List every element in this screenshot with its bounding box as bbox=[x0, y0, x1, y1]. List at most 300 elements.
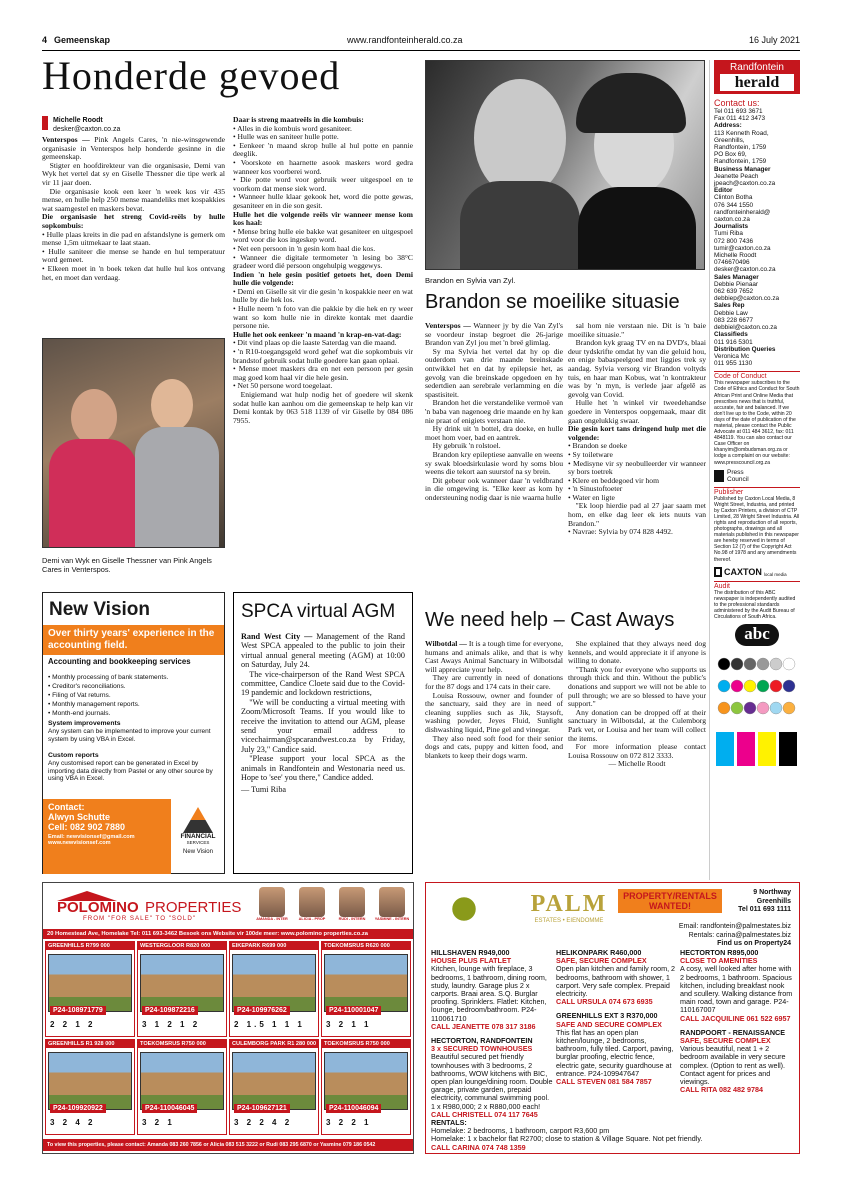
contact-line: Sales Rep bbox=[714, 302, 745, 310]
polomino-footer[interactable]: To view this properties, please contact: Amanda 083 260 7856 or Alicia 083 515 3222 or Rudi 083 295 6870 or Yasmine 079 186 0542 bbox=[43, 1139, 413, 1151]
caxton-sub: local media bbox=[763, 571, 787, 577]
agent-name: AMANDA - INTER bbox=[256, 917, 288, 921]
polomino-listing[interactable] bbox=[229, 1039, 319, 1135]
listing-title: CULEMBORG PARK R1 280 000 bbox=[232, 1041, 317, 1047]
agent bbox=[333, 887, 371, 921]
contact-line[interactable]: debbiel@caxton.co.za bbox=[714, 324, 777, 332]
palm-listing-title: HECTORTON R895,000 bbox=[680, 948, 759, 957]
agent-photo bbox=[259, 887, 285, 917]
paragraph: Louisa Rossouw, owner and founder of the sanctuary, said they are in need of cleaning supplies such as Jik, Staysoft, washing powder, Jeyes Fluid, Sunlight dishwashing liquid, Pine gel and vinegar. bbox=[425, 690, 563, 734]
nv-web[interactable]: www.newvisionsef.com bbox=[48, 840, 111, 846]
nv-logo-name: New Vision bbox=[183, 849, 213, 855]
paragraph: The vice-chairperson of the Rand West SPCA committee, Candice Cloete said due to the Covid-19 pandemic and lockdown restrictions, bbox=[241, 669, 405, 698]
palm-property24[interactable]: Find us on Property24 bbox=[717, 940, 791, 948]
listing-ref: P24-109920922 bbox=[50, 1104, 106, 1113]
colour-swatch bbox=[757, 658, 769, 670]
contact-line[interactable]: 076 344 1550 bbox=[714, 201, 754, 209]
contact-line[interactable]: tumir@caxton.co.za bbox=[714, 244, 771, 252]
palm-listing-call[interactable]: CALL JACQUILINE 061 522 6957 bbox=[680, 1013, 791, 1023]
colour-swatch bbox=[770, 658, 782, 670]
listing-stats: 3 2 1 bbox=[142, 1118, 175, 1127]
contact-line[interactable]: jpeach@caxton.co.za bbox=[714, 180, 776, 188]
listing-photo bbox=[140, 954, 224, 1012]
paragraph: • Sy toiletware bbox=[568, 449, 613, 459]
conduct-title: Code of Conduct bbox=[714, 371, 800, 380]
palm-listing-sub: SAFE AND SECURE COMPLEX bbox=[556, 1019, 662, 1029]
palm-listing-sub: SAFE, SECURE COMPLEX bbox=[556, 956, 647, 966]
paragraph: Daar is streng maatreëls in die kombuis: bbox=[233, 115, 364, 124]
colour-swatch bbox=[783, 658, 795, 670]
palm-rentals-lines bbox=[431, 1127, 796, 1143]
contact-line: Journalists bbox=[714, 223, 749, 231]
palm-rentals bbox=[431, 1119, 796, 1152]
colour-swatch bbox=[757, 680, 769, 692]
paragraph: • 'n R10-toegangsgeld word gehef wat die sopkombuis vir brandstof gebruik sodat hulle goedere kan gaan oplaai. bbox=[233, 347, 413, 365]
article1-col2 bbox=[233, 116, 413, 425]
paragraph: Brandon kry epileptiese aanvalle en weens sy swak bloedsirkulasie word hy soms blou weens die tekort aan suurstof na sy brein. bbox=[425, 449, 563, 477]
agent-photo bbox=[299, 887, 325, 917]
article1-col1 bbox=[42, 136, 225, 282]
palm-listing[interactable] bbox=[556, 1012, 678, 1086]
contact-line: PO Box 69, bbox=[714, 151, 747, 159]
agent-name: YASMINE - INTERN bbox=[374, 917, 410, 921]
paragraph: • Mense moet maskers dra en net een persoon per gesin mag goed kom haal vir die hele gesin. bbox=[233, 364, 413, 382]
photo-caption-2: Brandon en Sylvia van Zyl. bbox=[425, 276, 516, 285]
listing-title: GREENHILLS R1 928 000 bbox=[46, 1040, 134, 1048]
palm-tree-icon bbox=[434, 893, 494, 933]
nv-cell[interactable]: Cell: 082 902 7880 bbox=[48, 822, 126, 832]
polomino-brand2: PROPERTIES bbox=[145, 899, 242, 916]
agent bbox=[373, 887, 411, 921]
listing-photo bbox=[324, 954, 408, 1012]
colour-swatch bbox=[783, 680, 795, 692]
contact-line: Distribution Queries bbox=[714, 345, 776, 353]
paragraph: Hy drink uit 'n bottel, dra doeke, en hulle moet hom voer, bad en aantrek. bbox=[425, 424, 563, 442]
palm-listing-call[interactable]: CALL RITA 082 482 9784 bbox=[680, 1085, 763, 1095]
polomino-listing[interactable] bbox=[321, 1039, 411, 1135]
listing-title: TOEKOMSRUS R620 000 bbox=[322, 942, 410, 950]
nv-contact-h: Contact: bbox=[48, 802, 85, 812]
contact-line[interactable]: 011 955 1130 bbox=[714, 360, 753, 368]
paragraph: Hulle het die volgende reëls vir wanneer mense kom kos haal: bbox=[233, 209, 413, 228]
nv-banner: Over thirty years' experience in the accounting field. bbox=[43, 625, 224, 655]
contact-title: Contact us: bbox=[714, 98, 760, 108]
headline-brandon: Brandon se moeilike situasie bbox=[425, 291, 680, 313]
paragraph: • Mense bring hulle eie bakke wat gesaniteer en uitgespoel word voor die kos ingeskep word. bbox=[233, 226, 413, 245]
contact-line[interactable]: randfonteinherald@ bbox=[714, 208, 771, 216]
nv-name: Alwyn Schutte bbox=[48, 812, 111, 822]
polomino-listing[interactable] bbox=[45, 1039, 135, 1135]
paragraph: • Dit vind plaas op die laaste Saterdag van die maand. bbox=[233, 338, 397, 348]
colour-swatch bbox=[744, 680, 756, 692]
listing-ref: P24-110001047 bbox=[326, 1006, 381, 1015]
palm-listing[interactable] bbox=[680, 1029, 796, 1095]
palm-listing[interactable] bbox=[431, 949, 553, 1031]
nv-bullets bbox=[48, 673, 168, 718]
paragraph: Brandon kyk graag TV en na DVD's, blaai deur tydskrifte omdat hy van die geluid hou, en enige babaspeelgoed met liggies trek sy aandag. Sylvia versorg vir Brandon voltyds tuis, en haar man Kobus, wat 'n kontrakteur was by 'n myn, is verlede jaar afgelê as gevolg van Covid. bbox=[568, 338, 706, 399]
palm-col2 bbox=[556, 949, 678, 1092]
nv-logo-text: FINANCIAL bbox=[180, 833, 216, 840]
paragraph: • Hulle neem 'n foto van die pakkie by die hek en ry weer want so kom hulle nie in direkte kontak met daardie persone nie. bbox=[233, 304, 413, 331]
paragraph: Hy gebruik 'n rolstoel. bbox=[425, 441, 501, 451]
palm-listing[interactable] bbox=[556, 949, 678, 1006]
conduct-text: This newspaper subscribes to the Code of Ethics and Conduct for South African Print and Online Media that prescribes news that is truthful, accurate, fair and balanced. If we don't live up to the Code, within 20 days of the date of publication of the material, please contact the Public Advocate at 011 484 3612, fax: 011 4848119. You can also contact our Case Officer on khanyim@ombudsman.org.za or lodge a complaint on our website: www.presscouncil.org.za bbox=[714, 380, 800, 466]
palm-listing-body: Kitchen, lounge with fireplace, 3 bedrooms, 1 bathroom, dining room, study, laundry. Garage plus 2 x carports. Braai area. S.Q. Burglar proofing. Sprinklers. Flatlet: Kitchen, lounge, bedroom/bathroom. P24-110061710 bbox=[431, 964, 547, 1023]
colour-swatch bbox=[744, 702, 756, 714]
listing-stats: 3 2 1 1 bbox=[326, 1020, 372, 1029]
photo-brandon-sylvia bbox=[425, 60, 705, 270]
article4-col1 bbox=[425, 640, 563, 760]
paragraph: Die organisasie kook een keer 'n week kos vir 435 mense, en hulle help 250 mense maandeliks met kospakkies wat saamgestel en maskers bevat. bbox=[42, 186, 225, 213]
palm-listing-body: Beautiful secured pet friendly townhouses with 3 bedrooms, 2 bathrooms, WOW kitchens with BIC, open plan lounge/dining room. Double garage, private garden, prepaid electricity, communal swimming pool. 1 x R980,000; 2 x R880,000 each! bbox=[431, 1052, 553, 1111]
palm-rentals-title: RENTALS: bbox=[431, 1118, 467, 1127]
paragraph: They are currently in need of donations for the 87 dogs and 174 cats in their care. bbox=[425, 673, 563, 691]
nv-cust: Any customised report can be generated in Excel by importing data directly from Pastel or any other source by using VBA in Excel. bbox=[48, 760, 213, 783]
polomino-listing[interactable] bbox=[45, 941, 135, 1037]
byline bbox=[42, 116, 120, 134]
paragraph: • Wanneer die digitale termometer 'n lesing bo 38°C gradeer word dié persoon ongehulpig weggewys. bbox=[233, 252, 413, 271]
agent-photo bbox=[339, 887, 365, 917]
contact-line: Debbie Law bbox=[714, 309, 748, 317]
page-header bbox=[42, 35, 800, 49]
polomino-brand: POLOMINO bbox=[57, 899, 139, 916]
paragraph: Sy ma Sylvia het vertel dat hy op die ouderdom van drie maande breinskade ontwikkel het en dat hy epilepsie het, as gevolg van die breinskade opgedoen en hy sedertdien aan serebrale verlamming en die spastisiteit. bbox=[425, 346, 563, 399]
polomino-listing[interactable] bbox=[137, 941, 227, 1037]
contact-line: caxton.co.za bbox=[714, 216, 750, 224]
palm-listing[interactable] bbox=[680, 949, 796, 1023]
paragraph: • Net een persoon in 'n gesin kom haal die kos. bbox=[233, 243, 376, 253]
masthead bbox=[714, 60, 800, 94]
nv-bullet: • Month-end journals. bbox=[48, 710, 111, 717]
agent bbox=[253, 887, 291, 921]
palm-listing-title: HELIKONPARK R460,000 bbox=[556, 948, 642, 957]
paragraph: For more information please contact Louisa Rossouw on 072 812 3333. bbox=[568, 742, 706, 760]
palm-listing-sub: SAFE, SECURE COMPLEX bbox=[680, 1036, 771, 1046]
paragraph: Rand West City — Management of the Rand West SPCA appealed to the public to join their virtual annual general meeting (AGM) at 10:00 on Saturday, July 24. bbox=[241, 632, 405, 670]
paragraph: Hulle het 'n winkel vir tweedehandse goedere in Venterspos oopgemaak, maar dit gaan ongelukkig swaar. bbox=[568, 398, 706, 425]
listing-ref: P24-109627121 bbox=[234, 1104, 290, 1113]
contact-line[interactable]: 0746670496 bbox=[714, 259, 750, 267]
paragraph: "Thank you for everyone who supports us through thick and thin. Without the public's donations and support we will not be able to pull through; we are so blessed to have your support." bbox=[568, 664, 706, 709]
headline-cast-aways: We need help – Cast Aways bbox=[425, 609, 675, 631]
paragraph: "Please support your local SPCA as the animals in Randfontein and Westonaria need us. Hope to 'see' you there," Candice added. bbox=[241, 754, 405, 783]
castaways-signature: — Michelle Roodt bbox=[608, 759, 666, 769]
colour-swatch bbox=[744, 658, 756, 670]
paragraph: • Elkeen moet in 'n boek teken dat hulle hul kos ontvang het, en moet dan verdaag. bbox=[42, 263, 225, 282]
paragraph: • Medisyne vir sy neobulleerder vir wanneer sy bors toetrek bbox=[568, 458, 706, 477]
nv-sys-h: System improvements bbox=[48, 720, 121, 727]
contact-line: Editor bbox=[714, 187, 733, 195]
palm-address: 9 Northway Greenhills bbox=[753, 889, 791, 905]
polomino-listings bbox=[45, 941, 413, 1137]
palm-brand: PALM bbox=[530, 891, 608, 917]
listing-photo bbox=[48, 1052, 132, 1110]
issue-date: 16 July 2021 bbox=[748, 35, 800, 45]
contact-line[interactable]: 011 916 5301 bbox=[714, 338, 753, 346]
paragraph: • Klere en beddegoed vir hom bbox=[568, 475, 660, 485]
paragraph: Enigiemand wat hulp nodig het of goedere wil skenk sodat hulle kan aanhou om die gemeenskap te help kan vir Demi kontak by 063 518 1139 of vir Giselle by 084 086 7955. bbox=[233, 390, 413, 425]
ad-palm[interactable] bbox=[425, 882, 800, 1154]
article2-col2 bbox=[568, 322, 706, 537]
paragraph: • Alles in die kombuis word gesaniteer. bbox=[233, 123, 352, 133]
listing-title: TOEKOMSRUS R750 000 bbox=[322, 1040, 410, 1048]
colour-bar bbox=[779, 732, 797, 766]
contact-line: Sales Manager bbox=[714, 273, 759, 281]
audit-title: Audit bbox=[714, 581, 800, 590]
paragraph: • Hulle saniteer die mense se hande en hul temperatuur word gemeet. bbox=[42, 246, 225, 265]
spca-signature: — Tumi Riba bbox=[241, 784, 287, 794]
agent-name: RUDI - INTERN bbox=[338, 917, 366, 921]
colour-swatch bbox=[718, 702, 730, 714]
listing-photo bbox=[324, 1052, 408, 1110]
contact-line: Greenhills, bbox=[714, 136, 745, 144]
paragraph: Stigter en hoofdirekteur van die organisasie, Demi van Wyk het vertel dat sy en Giselle Thessner die tipe werk al vir 11 jaar doen. bbox=[42, 160, 225, 187]
colour-bar bbox=[758, 732, 776, 766]
polomino-listing[interactable] bbox=[321, 941, 411, 1037]
listing-ref: P24-108971779 bbox=[50, 1006, 106, 1015]
publisher-title: Publisher bbox=[714, 487, 800, 496]
palm-listing-call[interactable]: CALL CHRISTELL 074 117 7645 bbox=[431, 1109, 538, 1119]
colour-swatch bbox=[770, 702, 782, 714]
nv-bullet: • Monthly management reports. bbox=[48, 701, 140, 708]
contact-line[interactable]: 113 Kenneth Road, bbox=[714, 129, 769, 137]
palm-listing-sub: 3 x SECURED TOWNHOUSES bbox=[431, 1044, 533, 1054]
palm-rentals-email[interactable]: Rentals: carina@palmestates.biz bbox=[688, 931, 791, 939]
palm-listing-call[interactable]: CALL STEVEN 081 584 7857 bbox=[556, 1077, 652, 1087]
polomino-listing[interactable] bbox=[137, 1039, 227, 1135]
listing-photo bbox=[232, 954, 316, 1012]
agent-photo bbox=[379, 887, 405, 917]
colour-swatch bbox=[718, 680, 730, 692]
contact-line: Clinton Botha bbox=[714, 194, 753, 202]
listing-stats: 2 1.5 1 1 1 bbox=[234, 1020, 305, 1029]
ad-polomino[interactable] bbox=[42, 882, 414, 1154]
palm-email[interactable]: Email: randfontein@palmestates.biz bbox=[678, 923, 791, 930]
paragraph: • 'n Sinustoftoeter bbox=[568, 484, 623, 494]
nv-bullet: • Filing of Vat returns. bbox=[48, 692, 111, 699]
page-number: 4 bbox=[42, 35, 48, 45]
listing-photo bbox=[140, 1052, 224, 1110]
colour-swatch bbox=[731, 702, 743, 714]
nv-logo bbox=[175, 807, 221, 855]
palm-emails bbox=[679, 923, 791, 949]
palm-listing-title: RANDPOORT - RENAISSANCE bbox=[680, 1027, 786, 1037]
listing-ref: P24-109872216 bbox=[142, 1006, 198, 1015]
paragraph: Wilbotdal — It is a tough time for everyone, humans and animals alike, and that is why Cast Aways Animal Sanctuary in Wilbotsdal will appreciate your help. bbox=[425, 639, 563, 674]
sidebar bbox=[714, 60, 800, 880]
contact-line: Classifieds bbox=[714, 331, 748, 339]
listing-photo bbox=[48, 954, 132, 1012]
colour-swatch bbox=[718, 658, 730, 670]
paragraph: • Hulle plaas kreits in die pad en afstandslyne is gemerk om mense 1,5m uitmekaar te laat staan. bbox=[42, 229, 225, 248]
listing-ref: P24-110046094 bbox=[326, 1104, 381, 1113]
headline-honderde: Honderde gevoed bbox=[42, 53, 341, 98]
caxton-name: CAXTON bbox=[724, 566, 762, 577]
palm-rentals-call[interactable]: CALL CARINA 074 748 1359 bbox=[431, 1142, 526, 1152]
listing-stats: 3 2 2 4 2 bbox=[234, 1118, 293, 1127]
listing-stats: 3 2 4 2 bbox=[50, 1118, 96, 1127]
colour-bar bbox=[737, 732, 755, 766]
nv-sub: Accounting and bookkeeping services bbox=[48, 657, 191, 666]
paragraph: • Wanneer hulle klaar gekook het, word die potte gewas, gesaniteer en in die son gesit. bbox=[233, 192, 413, 210]
nv-title: New Vision bbox=[49, 599, 151, 620]
nv-bullet: • Creditor's reconciliations. bbox=[48, 683, 126, 690]
contact-line[interactable]: 062 639 7652 bbox=[714, 288, 754, 296]
paragraph: Die gesin kort tans dringend hulp met die volgende: bbox=[568, 424, 706, 442]
paragraph: Dit gebeur ook wanneer daar 'n veldbrand in die omgewing is. "Elke keer as kom hy ondersteuning nodig daar is nie waarna hulle bbox=[425, 475, 563, 502]
masthead-line1: Randfontein bbox=[730, 62, 784, 73]
paragraph: • Navrae: Sylvia by 074 828 4492. bbox=[568, 527, 673, 537]
listing-ref: P24-109976262 bbox=[234, 1006, 290, 1015]
audit-text: The distribution of this ABC newspaper is independently audited to the professional standards administered by the Audit Bureau of Circulations of South Africa. bbox=[714, 589, 796, 621]
palm-col3 bbox=[680, 949, 796, 1100]
press-council-label: Press Council bbox=[727, 468, 749, 483]
contact-line[interactable]: Randfontein, 1759 bbox=[714, 158, 767, 166]
article3-body bbox=[241, 632, 405, 794]
byline-email[interactable]: desker@caxton.co.za bbox=[52, 126, 121, 133]
paragraph: • Water en ligte bbox=[568, 492, 615, 502]
palm-listing-sub: HOUSE PLUS FLATLET bbox=[431, 956, 512, 966]
contact-line[interactable]: 083 228 6677 bbox=[714, 316, 754, 324]
contact-line[interactable]: 072 800 7436 bbox=[714, 237, 754, 245]
polomino-tagline: FROM "FOR SALE" TO "SOLD" bbox=[83, 915, 196, 922]
palm-listing-call[interactable]: CALL URSULA 074 673 6935 bbox=[556, 997, 653, 1007]
palm-brand-sub: ESTATES • EIENDOMME bbox=[534, 918, 604, 924]
listing-stats: 3 1 2 1 2 bbox=[142, 1020, 201, 1029]
publisher-text: Published by Caxton Local Media, 8 Wright Street, Industria, and printed by Caxton Printers, a division of CTP Limited, 28 Wright Street Industria. All rights and reproduction of all reports, photographs, drawings and all materials published in this newspaper are hereby reserved in terms of Section 12 (7) of the Copyright Act No.98 of 1978 and any amendments thereof. bbox=[714, 495, 800, 563]
paragraph: Brandon het die verstandelike vermoë van 'n baba van nagenoeg drie maande en hy kan nie praat of enigiets verstaan nie. bbox=[425, 398, 563, 425]
paragraph: Venterspos — Wanneer jy by die Van Zyl's se voordeur instap begroet die 26-jarige Brandon van Zyl jou met 'n breë glimlag. bbox=[425, 321, 563, 348]
contact-line[interactable]: Randfontein, 1759 bbox=[714, 144, 767, 152]
palm-contact bbox=[738, 889, 791, 915]
photo-pink-angels bbox=[42, 338, 225, 548]
press-council-icon bbox=[714, 470, 724, 482]
paragraph: • Brandon se doeke bbox=[568, 441, 627, 451]
polomino-address[interactable]: 20 Homestead Ave, Homelake Tel: 011 693-3462 Besoek ons Website vir 100de meer: www.polomino properties.co.za bbox=[43, 929, 413, 939]
paragraph: They also need soft food for their senior dogs and cats, puppy and kitten food, and blankets to keep their dogs warm. bbox=[425, 733, 563, 760]
contact-line: Michelle Roodt bbox=[714, 252, 757, 260]
palm-listing-sub: CLOSE TO AMENITIES bbox=[680, 956, 758, 966]
byline-name: Michelle Roodt bbox=[52, 117, 103, 124]
palm-listing-title: HILLSHAVEN R949,000 bbox=[431, 948, 510, 957]
nv-sys: Any system can be implemented to improve your current system by using VBA in Excel. bbox=[48, 728, 211, 743]
paragraph: Any donation can be dropped off at their sanctuary in Wilbotsdal, at the Culemborg Park vet, or Louisa and her team will collect the items. bbox=[568, 707, 706, 743]
paragraph: • Net 50 persone word toegelaat. bbox=[233, 381, 333, 391]
nv-logo-sub: SERVICES bbox=[186, 840, 210, 845]
colour-bar bbox=[716, 732, 734, 766]
paragraph: Indien 'n hele gesin positief getoets het, doen Demi hulle die volgende: bbox=[233, 269, 413, 288]
contact-line: Tumi Riba bbox=[714, 230, 743, 238]
palm-rental-line: Homelake: 1 x bachelor flat R2700; close to station & Village Square. Not pet friendly. bbox=[431, 1134, 703, 1144]
contact-line[interactable]: desker@caxton.co.za bbox=[714, 266, 776, 274]
nv-contact-box bbox=[43, 799, 171, 874]
colour-swatch bbox=[731, 680, 743, 692]
contact-list bbox=[714, 108, 800, 367]
article4-col2 bbox=[568, 640, 706, 769]
nv-logo-icon bbox=[183, 807, 213, 833]
colour-swatch bbox=[757, 702, 769, 714]
listing-stats: 3 2 2 1 bbox=[326, 1118, 372, 1127]
ad-new-vision[interactable] bbox=[42, 592, 225, 874]
caxton-logo bbox=[714, 567, 800, 577]
listing-photo bbox=[232, 1052, 316, 1110]
site-url[interactable]: www.randfonteinherald.co.za bbox=[347, 35, 463, 45]
polomino-listing[interactable] bbox=[229, 941, 319, 1037]
colour-swatch bbox=[783, 702, 795, 714]
palm-listing-body: A cosy, well looked after home with 2 bedrooms, 1 bathroom. Spacious kitchen, including breakfast nook and scullery. Walking distance from main road, town and garage. P24-110167007 bbox=[680, 964, 793, 1015]
paragraph: • Eenkeer 'n maand skrop hulle al hul potte en pannie deeglik. bbox=[233, 140, 413, 159]
palm-col1 bbox=[431, 949, 553, 1125]
palm-listing[interactable] bbox=[431, 1037, 553, 1119]
photo-caption-1: Demi van Wyk en Giselle Thessner van Pink Angels Cares in Venterspos. bbox=[42, 556, 212, 574]
contact-line[interactable]: Tel 011 693 3671 bbox=[714, 108, 763, 115]
paragraph: sal hom nie verstaan nie. Dit is 'n baie moeilike situasie." bbox=[568, 321, 706, 339]
colour-calibration-chart bbox=[714, 650, 800, 770]
listing-ref: P24-110046045 bbox=[142, 1104, 197, 1113]
nv-cust-h: Custom reports bbox=[48, 752, 99, 759]
palm-listing-title: HECTORTON, RANDFONTEIN bbox=[431, 1036, 533, 1046]
listing-title: WESTERGLOOR R820 000 bbox=[138, 942, 226, 950]
colour-swatch bbox=[770, 680, 782, 692]
paragraph: • Demi en Giselle sit vir die gesin 'n kospakkie neer en wat hulle by die hek los. bbox=[233, 286, 413, 305]
paragraph: "We will be conducting a virtual meeting with Zoom/Microsoft Teams. If you would like to receive the invitation to attend our AGM, please send your email address to vicechairman@spcarandwest.co.za by Friday, July 23," Candice said. bbox=[241, 697, 405, 754]
paragraph: • Hulle was en saniteer hulle potte. bbox=[233, 132, 339, 142]
listing-title: GREENHILLS R799 000 bbox=[46, 942, 134, 950]
abc-text: abc bbox=[744, 624, 770, 644]
palm-listing-body: Open plan kitchen and family room, 2 bedrooms, bathroom with shower, 1 carport. Very safe complex. Prepaid electricity. bbox=[556, 964, 676, 999]
caxton-logo-icon bbox=[714, 567, 722, 577]
nv-email[interactable]: Email: newvisionsef@gmail.com bbox=[48, 834, 135, 840]
paragraph: "Ek loop hierdie pad al 27 jaar saam met hom, en elke dag leer ek iets nuuts van Brandon." bbox=[568, 501, 706, 528]
headline-spca: SPCA virtual AGM bbox=[241, 601, 396, 622]
palm-rental-line: Homelake: 2 bedrooms, 1 bathroom, carport R3,600 pm bbox=[431, 1126, 610, 1136]
palm-logo bbox=[514, 891, 624, 924]
listing-title: EIKEPARK R699 000 bbox=[230, 942, 318, 950]
article2-col1 bbox=[425, 322, 563, 502]
palm-listing-body: Various beautiful, neat 1 + 2 bedroom available in very secure complex. (Option to rent as well). Contact agent for prices and viewings. bbox=[680, 1044, 786, 1087]
polomino-agents bbox=[253, 887, 413, 929]
palm-tel[interactable]: Tel 011 693 1111 bbox=[738, 906, 791, 914]
masthead-line2: herald bbox=[720, 74, 794, 91]
listing-title: TOEKOMSRUS R750 000 bbox=[138, 1040, 226, 1048]
contact-line: Veronica Mc bbox=[714, 352, 750, 360]
contact-line[interactable]: Fax 011 412 3473 bbox=[714, 115, 766, 123]
contact-line: Debbie Pienaar bbox=[714, 280, 759, 288]
paragraph: She explained that they always need dog kennels, and would appreciate it if anyone is willing to donate. bbox=[568, 639, 706, 666]
contact-line: Business Manager bbox=[714, 165, 771, 173]
palm-listing-title: GREENHILLS EXT 3 R370,000 bbox=[556, 1011, 658, 1021]
paragraph: Hulle het ook eenkeer 'n maand 'n krap-en-vat-dag: bbox=[233, 329, 402, 339]
palm-wanted: PROPERTY/RENTALS WANTED! bbox=[618, 889, 722, 913]
paragraph: Die organisasie het streng Covid-reëls by hulle sopkombuis: bbox=[42, 212, 225, 230]
palm-listing-call[interactable]: CALL JEANETTE 078 317 3186 bbox=[431, 1021, 536, 1031]
agent-name: ALICIA - PROP bbox=[298, 917, 326, 921]
contact-line: Jeanette Peach bbox=[714, 172, 759, 180]
nv-bullet: • Monthly processing of bank statements. bbox=[48, 674, 169, 681]
paragraph: Venterspos — Pink Angels Cares, 'n nie-winsgewende organisasie in Venterspos help honderde gesinne in die gemeenskap. bbox=[42, 135, 225, 162]
listing-stats: 2 2 1 2 bbox=[50, 1020, 96, 1029]
agent bbox=[293, 887, 331, 921]
contact-line[interactable]: debbiep@caxton.co.za bbox=[714, 295, 780, 303]
palm-listing-body: This flat has an open plan kitchen/lounge, 2 bedrooms, bathroom, fully tiled. Carport, paving, burglar proofing, electric fence, electric gate, security guardhouse at entrance. P24-109947647 bbox=[556, 1027, 674, 1078]
colour-swatch bbox=[731, 658, 743, 670]
paragraph: • Voorskote en haarnette asook maskers word gedra wanneer kos voorberei word. bbox=[233, 157, 413, 176]
contact-line: Address: bbox=[714, 122, 742, 130]
paragraph: • Die potte word voor gebruik weer uitgespoel en te voorkom dat mense siek word. bbox=[233, 175, 413, 193]
section-name: Gemeenskap bbox=[54, 35, 111, 45]
abc-logo bbox=[735, 624, 779, 646]
press-council bbox=[714, 469, 800, 483]
